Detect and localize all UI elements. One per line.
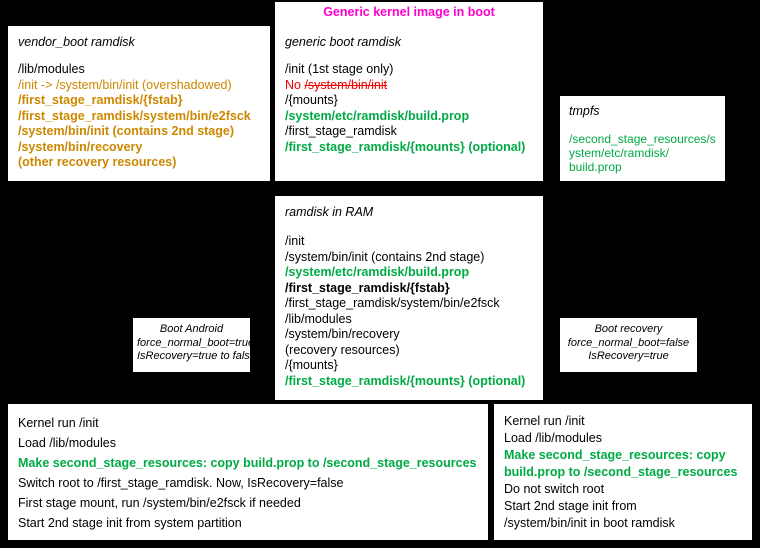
generic-kernel-banner-label: Generic kernel image in boot [323, 5, 495, 19]
ramdisk-in-ram-title: ramdisk in RAM [285, 205, 374, 219]
tmpfs-line-3: build.prop [569, 160, 622, 174]
android-boot-steps-box [8, 404, 488, 540]
boot-recovery-isrecovery: IsRecovery=true [588, 350, 669, 362]
boot-recovery-box [560, 318, 697, 372]
generic-boot-line-mounts: /{mounts} [285, 93, 338, 107]
boot-android-title: Boot Android [159, 323, 224, 335]
recovery-step-5b: /system/bin/init in boot ramdisk [504, 516, 675, 530]
ramdisk-line-modules: /lib/modules [285, 311, 352, 326]
struck-system-bin-init-label: /system/bin/init [304, 77, 388, 92]
generic-boot-line-no-system-init [285, 78, 533, 94]
boot-android-box [133, 318, 256, 372]
android-step-3: Make second_stage_resources: copy build.prop to /second_stage_resources [18, 456, 477, 470]
tmpfs-box [560, 96, 725, 181]
recovery-boot-steps-box [494, 404, 752, 540]
boot-android-isrecovery: IsRecovery=true to false [137, 350, 256, 362]
ramdisk-line-init: /init [285, 234, 305, 248]
vendor-boot-line-recovery-resources: (other recovery resources) [18, 155, 177, 169]
vendor-boot-line-system-init: /system/bin/init (contains 2nd stage) [18, 124, 235, 138]
android-step-6: Start 2nd stage init from system partition [18, 516, 242, 530]
recovery-step-1: Kernel run /init [504, 414, 585, 428]
ramdisk-line-fstab: /first_stage_ramdisk/{fstab} [285, 280, 450, 295]
ramdisk-line-recovery: /system/bin/recovery [285, 327, 400, 341]
no-prefix-label: No [285, 77, 305, 92]
ramdisk-line-recovery-resources: (recovery resources) [285, 342, 400, 357]
vendor-boot-line-modules: /lib/modules [18, 62, 85, 76]
boot-recovery-title: Boot recovery [594, 323, 663, 335]
generic-boot-line-buildprop: /system/etc/ramdisk/build.prop [285, 108, 470, 123]
ramdisk-line-buildprop: /system/etc/ramdisk/build.prop [285, 265, 470, 279]
tmpfs-line-2: ystem/etc/ramdisk/ [569, 146, 670, 160]
generic-boot-line-first-stage-ramdisk: /first_stage_ramdisk [285, 124, 397, 138]
boot-recovery-force-normal-boot: force_normal_boot=false [567, 336, 690, 349]
generic-boot-ramdisk-box [275, 26, 543, 181]
vendor-boot-ramdisk-box [8, 26, 270, 181]
vendor-boot-line-e2fsck: /first_stage_ramdisk/system/bin/e2fsck [18, 108, 251, 123]
android-step-5: First stage mount, run /system/bin/e2fsck if needed [18, 496, 301, 510]
boot-android-force-normal-boot: force_normal_boot=true [137, 336, 255, 349]
vendor-boot-ramdisk-title: vendor_boot ramdisk [18, 35, 135, 49]
tmpfs-line-1: /second_stage_resources/s [569, 132, 716, 146]
recovery-step-3a: Make second_stage_resources: copy [504, 448, 726, 462]
recovery-step-3b: build.prop to /second_stage_resources [504, 465, 738, 479]
tmpfs-title: tmpfs [569, 104, 600, 118]
recovery-step-5a: Start 2nd stage init from [504, 499, 637, 513]
generic-kernel-banner [275, 2, 543, 26]
ramdisk-line-e2fsck: /first_stage_ramdisk/system/bin/e2fsck [285, 296, 500, 310]
generic-boot-line-init: /init (1st stage only) [285, 62, 394, 76]
android-step-2: Load /lib/modules [18, 436, 116, 450]
generic-boot-line-first-stage-mounts: /first_stage_ramdisk/{mounts} (optional) [285, 139, 526, 154]
vendor-boot-line-recovery: /system/bin/recovery [18, 139, 143, 154]
vendor-boot-line-init-symlink: /init -> /system/bin/init (overshadowed) [18, 77, 232, 92]
android-step-4: Switch root to /first_stage_ramdisk. Now, IsRecovery=false [18, 476, 344, 490]
android-step-1: Kernel run /init [18, 416, 99, 430]
generic-boot-ramdisk-title: generic boot ramdisk [285, 35, 402, 49]
ramdisk-in-ram-box [275, 196, 543, 400]
vendor-boot-line-fstab: /first_stage_ramdisk/{fstab} [18, 93, 183, 107]
ramdisk-line-mounts: /{mounts} [285, 358, 338, 372]
recovery-step-4: Do not switch root [504, 482, 605, 496]
recovery-step-2: Load /lib/modules [504, 431, 602, 445]
ramdisk-line-system-init: /system/bin/init (contains 2nd stage) [285, 249, 485, 264]
ramdisk-line-first-stage-mounts: /first_stage_ramdisk/{mounts} (optional) [285, 373, 526, 388]
